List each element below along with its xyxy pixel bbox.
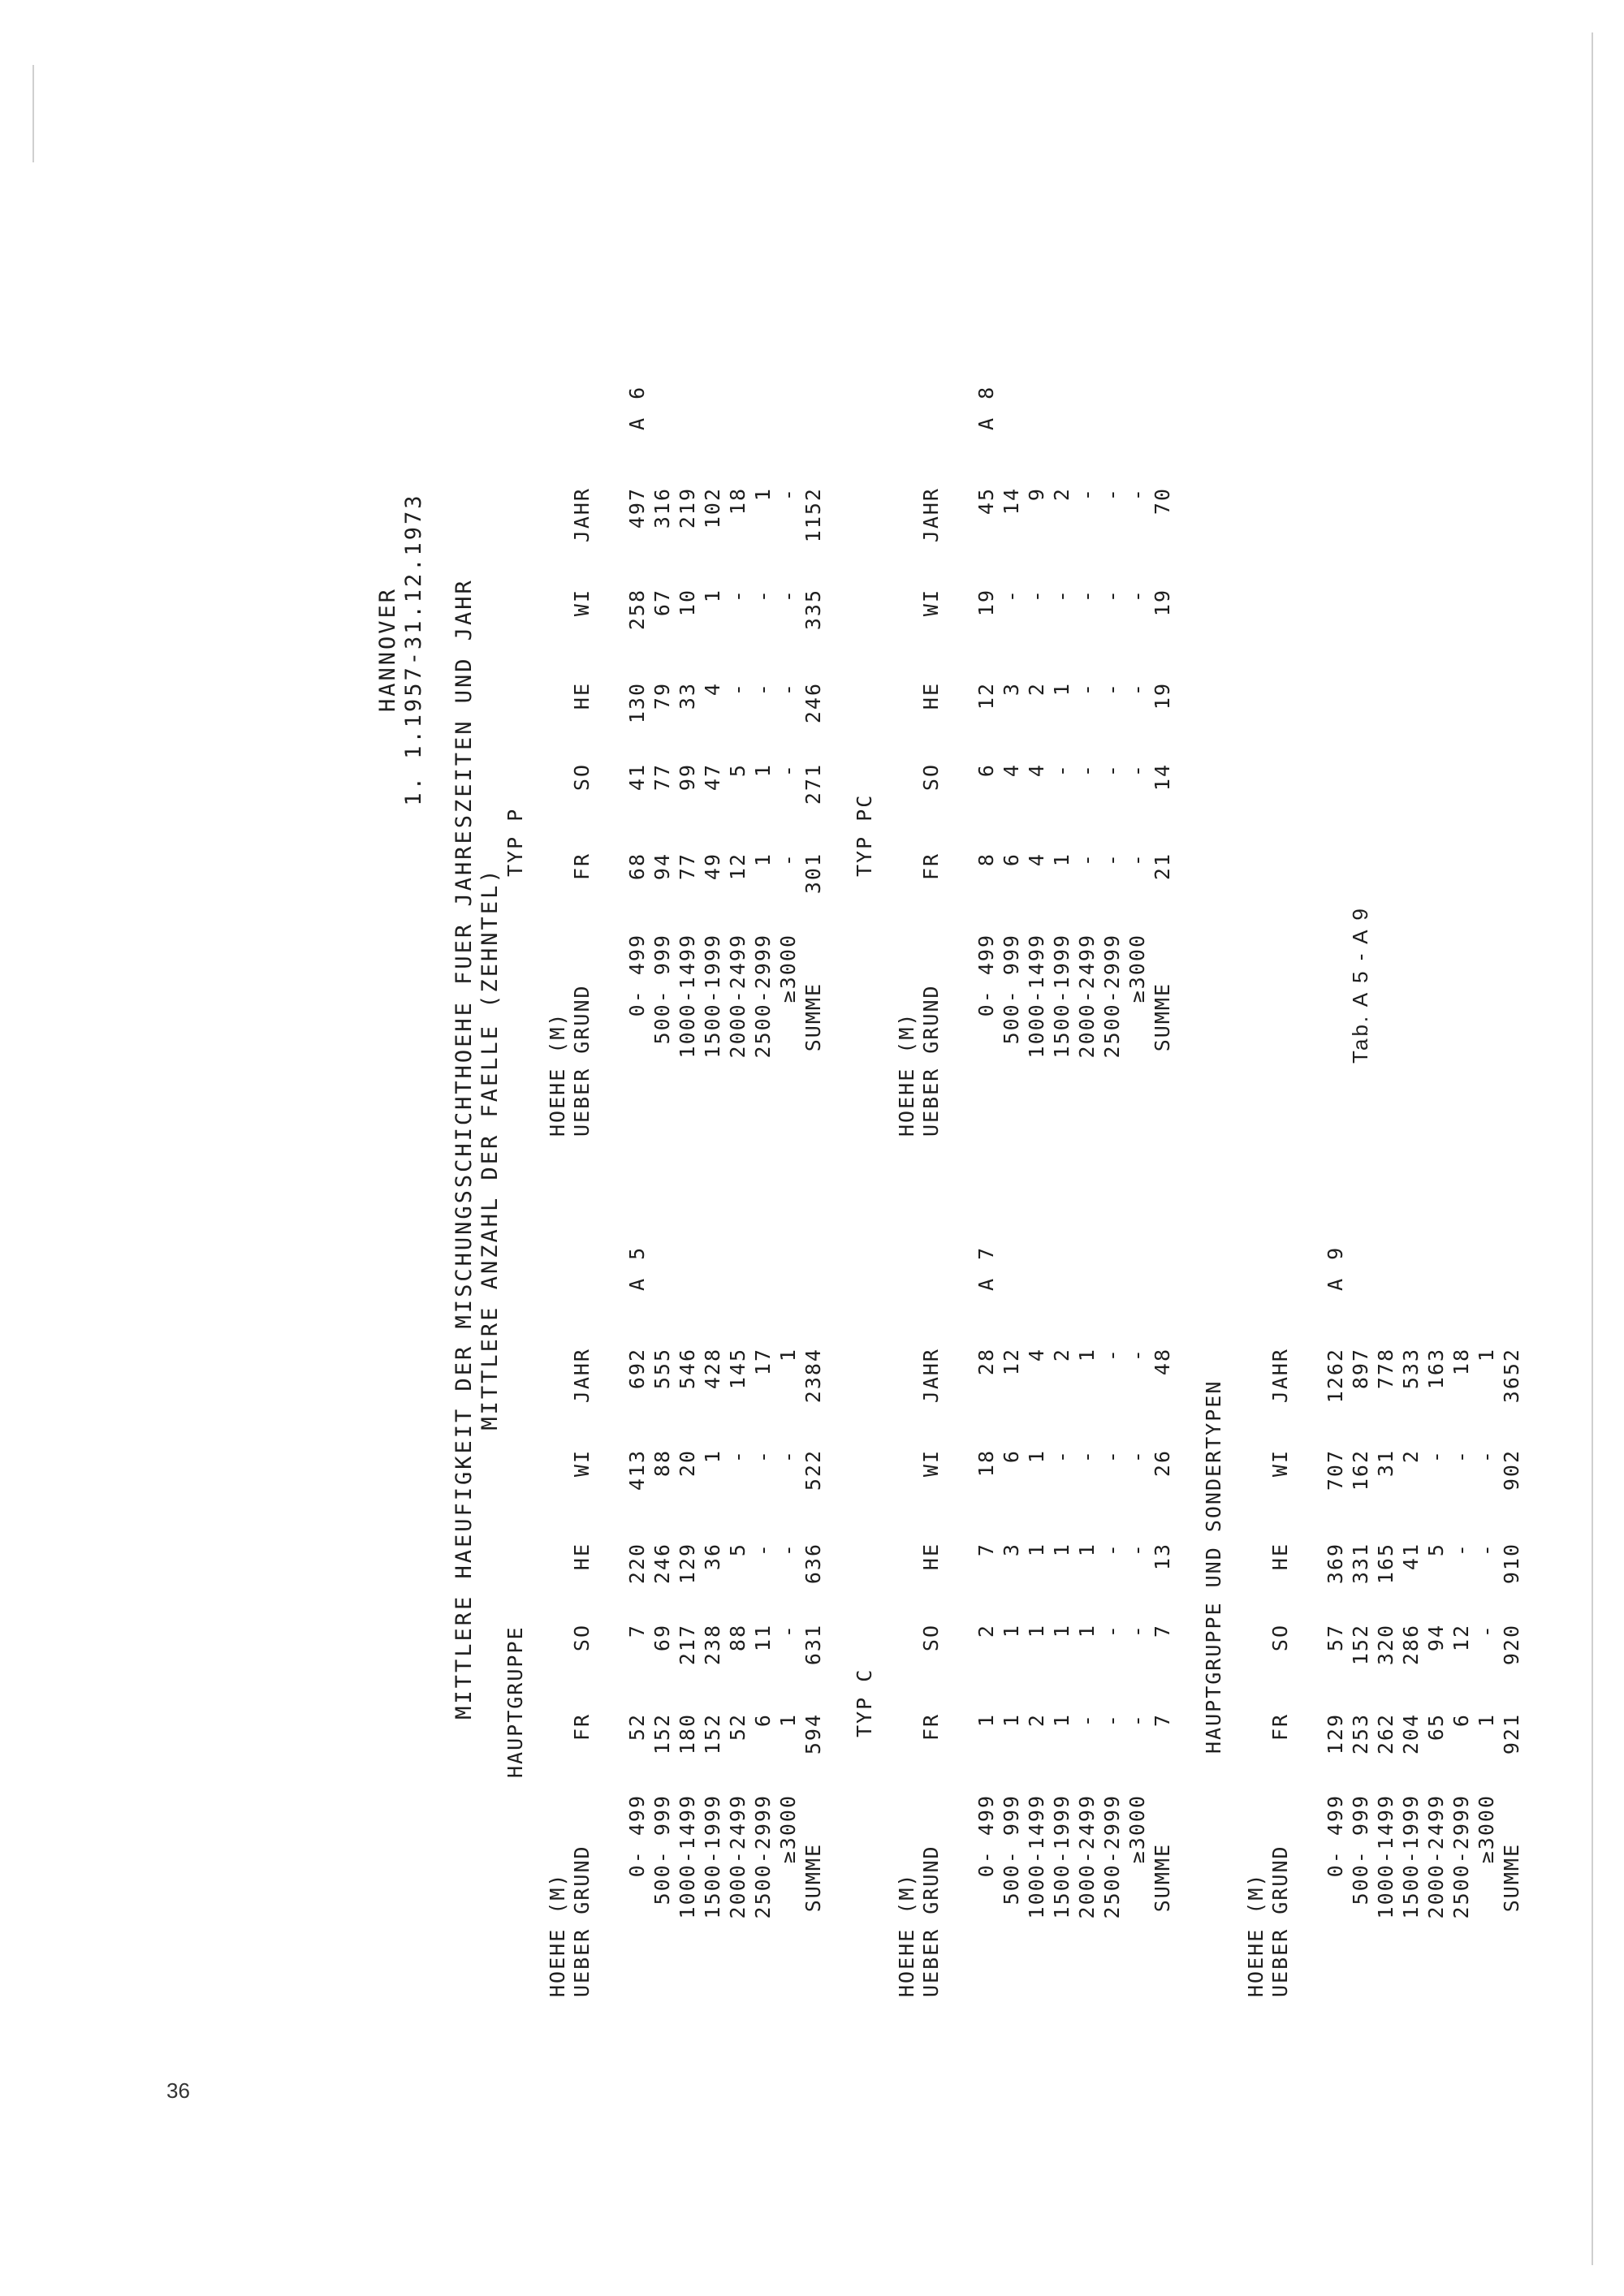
column-header: HE (1268, 1543, 1292, 1571)
table-cell: - (1075, 1713, 1099, 1728)
table-cell: 28 (974, 1348, 998, 1376)
table-cell: - (776, 1543, 800, 1557)
table-cell: 18 (974, 1449, 998, 1478)
column-header: SO (1268, 1624, 1292, 1652)
table-cell: 4 (1025, 1348, 1048, 1362)
table-cell: 286 (1399, 1624, 1423, 1666)
table-cell: 165 (1374, 1543, 1397, 1585)
table-cell: - (1100, 1449, 1124, 1464)
table-cell: - (1475, 1624, 1498, 1638)
row-label: 0- 499 (974, 934, 998, 1017)
table-cell: - (1075, 682, 1099, 697)
table-cell: 636 (801, 1543, 825, 1585)
table-cell: 52 (726, 1713, 749, 1741)
table-cell: 271 (801, 763, 825, 805)
column-header: SO (570, 763, 594, 792)
column-header: JAHR (1268, 1348, 1292, 1404)
table-cell: 48 (1151, 1348, 1174, 1376)
table-cell: 219 (676, 487, 699, 529)
table-cell: 920 (1500, 1624, 1523, 1666)
table-cell: 369 (1324, 1543, 1347, 1585)
row-label: ≥3000 (1475, 1794, 1498, 1864)
table-cell: - (1100, 852, 1124, 867)
table-cell: - (776, 1449, 800, 1464)
table-cell: 2 (1399, 1449, 1423, 1464)
column-header: FR (1268, 1713, 1292, 1741)
table-cell: 1 (701, 589, 724, 603)
table-tag: A 9 (1324, 1244, 1347, 1291)
table-cell: 6 (1000, 852, 1023, 867)
table-cell: 5 (726, 1543, 749, 1557)
table-cell: 36 (701, 1543, 724, 1571)
table-cell: - (1075, 589, 1099, 603)
table-cell: 10 (676, 589, 699, 617)
row-label: ≥3000 (1125, 1794, 1149, 1864)
table-cell: 1 (974, 1713, 998, 1728)
row-label: SUMME (801, 1843, 825, 1913)
label-header-line1: HOEHE (M) (895, 1012, 918, 1137)
table-cell: - (1050, 589, 1073, 603)
table-cell: 1 (1050, 1624, 1073, 1638)
table-cell: - (776, 1624, 800, 1638)
table-cell: 152 (650, 1713, 674, 1755)
table-tag: A 8 (974, 383, 998, 430)
column-header: SO (919, 1624, 943, 1652)
table-title: TYP P (503, 807, 527, 877)
page-number: 36 (166, 2078, 190, 2103)
table-cell: - (1050, 1449, 1073, 1464)
table-cell: - (1100, 682, 1124, 697)
label-header-line2: UEBER GRUND (570, 1845, 594, 1997)
table-cell: 152 (701, 1713, 724, 1755)
table-cell: 9 (1025, 487, 1048, 502)
table-cell: 129 (676, 1543, 699, 1585)
row-label: SUMME (1151, 982, 1174, 1052)
table-cell: 19 (1151, 589, 1174, 617)
table-cell: 49 (701, 852, 724, 881)
label-header-line1: HOEHE (M) (1244, 1872, 1268, 1997)
table-cell: - (726, 682, 749, 697)
row-label: 1000-1499 (1025, 1794, 1048, 1919)
table-cell: 19 (1151, 682, 1174, 710)
table-cell: 163 (1424, 1348, 1448, 1390)
table-cell: 5 (1424, 1543, 1448, 1557)
table-cell: - (751, 1449, 775, 1464)
table-cell: 33 (676, 682, 699, 710)
table-cell: 70 (1151, 487, 1174, 516)
table-cell: 19 (974, 589, 998, 617)
table-cell: 2 (1050, 1348, 1073, 1362)
row-label: 1500-1999 (1050, 1794, 1073, 1919)
row-label: 1500-1999 (701, 1794, 724, 1919)
row-label: 1500-1999 (1399, 1794, 1423, 1919)
table-cell: 1 (1075, 1348, 1099, 1362)
table-cell: - (1075, 852, 1099, 867)
table-title: HAUPTGRUPPE UND SONDERTYPEN (1202, 1379, 1225, 1754)
table-title: HAUPTGRUPPE (503, 1625, 527, 1778)
table-cell: - (1475, 1543, 1498, 1557)
column-header: HE (919, 1543, 943, 1571)
table-cell: 692 (625, 1348, 649, 1390)
table-cell: 555 (650, 1348, 674, 1390)
table-cell: - (726, 589, 749, 603)
table-cell: 18 (1449, 1348, 1473, 1376)
table-cell: 1 (1475, 1348, 1498, 1362)
column-header: JAHR (570, 1348, 594, 1404)
header-city: HANNOVER (375, 586, 400, 713)
table-cell: 65 (1424, 1713, 1448, 1741)
data-table (853, 1185, 1194, 1997)
table-cell: - (1424, 1449, 1448, 1464)
column-header: FR (570, 1713, 594, 1741)
report-title: MITTLERE HAEUFIGKEIT DER MISCHUNGSSCHICHTHOEHE FUER JAHRESZEITEN UND JAHR (451, 578, 477, 1720)
table-cell: 12 (974, 682, 998, 710)
scan-edge-right (1592, 32, 1593, 2265)
column-header: SO (570, 1624, 594, 1652)
row-label: 0- 499 (625, 1794, 649, 1878)
table-cell: 3 (1000, 1543, 1023, 1557)
table-cell: 921 (1500, 1713, 1523, 1755)
column-header: HE (919, 682, 943, 710)
table-cell: - (1000, 589, 1023, 603)
table-cell: 253 (1349, 1713, 1372, 1755)
row-label: 2500-2999 (1100, 1794, 1124, 1919)
table-cell: 2 (974, 1624, 998, 1638)
header-period: 1. 1.1957-31.12.1973 (401, 493, 426, 806)
table-cell: 21 (1151, 852, 1174, 881)
table-cell: 413 (625, 1449, 649, 1491)
table-cell: - (1075, 763, 1099, 778)
table-cell: 4 (1025, 763, 1048, 778)
table-cell: - (1100, 1624, 1124, 1638)
table-cell: 262 (1374, 1713, 1397, 1755)
table-cell: - (1125, 1543, 1149, 1557)
row-label: 1000-1499 (676, 934, 699, 1059)
row-label: 500- 999 (1000, 1794, 1023, 1905)
label-header-line1: HOEHE (M) (895, 1872, 918, 1997)
table-cell: 20 (676, 1449, 699, 1478)
row-label: 2000-2499 (1075, 1794, 1099, 1919)
table-cell: 52 (625, 1713, 649, 1741)
table-cell: 594 (801, 1713, 825, 1755)
table-cell: 707 (1324, 1449, 1347, 1491)
row-label: 500- 999 (1349, 1794, 1372, 1905)
column-header: FR (919, 1713, 943, 1741)
row-label: 500- 999 (1000, 934, 1023, 1045)
row-label: 2000-2499 (726, 1794, 749, 1919)
table-cell: 204 (1399, 1713, 1423, 1755)
table-cell: - (1125, 1713, 1149, 1728)
table-cell: 1 (1050, 852, 1073, 867)
table-cell: 11 (751, 1624, 775, 1652)
table-cell: 5 (726, 763, 749, 778)
table-cell: 910 (1500, 1543, 1523, 1585)
table-cell: 1 (751, 852, 775, 867)
table-cell: 17 (751, 1348, 775, 1376)
table-cell: 6 (974, 763, 998, 778)
report-subtitle: MITTLERE ANZAHL DER FAELLE (ZEHNTEL) (477, 867, 503, 1431)
table-cell: 88 (650, 1449, 674, 1478)
column-header: WI (919, 1449, 943, 1478)
table-cell: - (1100, 1348, 1124, 1362)
table-cell: 2 (1025, 1713, 1048, 1728)
row-label: 2500-2999 (751, 934, 775, 1059)
row-label: ≥3000 (1125, 934, 1149, 1003)
table-cell: 14 (1151, 763, 1174, 792)
column-header: JAHR (919, 1348, 943, 1404)
table-cell: 331 (1349, 1543, 1372, 1585)
table-cell: 14 (1000, 487, 1023, 516)
table-cell: 335 (801, 589, 825, 631)
table-cell: 533 (1399, 1348, 1423, 1390)
table-cell: 1 (701, 1449, 724, 1464)
row-label: 500- 999 (650, 934, 674, 1045)
table-cell: 7 (625, 1624, 649, 1638)
table-cell: - (776, 852, 800, 867)
table-cell: 1 (1025, 1449, 1048, 1464)
table-cell: 778 (1374, 1348, 1397, 1390)
table-cell: - (776, 682, 800, 697)
table-cell: - (1125, 589, 1149, 603)
table-cell: 246 (650, 1543, 674, 1585)
table-cell: - (726, 1449, 749, 1464)
table-cell: 2 (1050, 487, 1073, 502)
table-cell: 897 (1349, 1348, 1372, 1390)
table-cell: - (1075, 1449, 1099, 1464)
table-cell: - (751, 589, 775, 603)
table-cell: 79 (650, 682, 674, 710)
row-label: SUMME (1500, 1843, 1523, 1913)
table-cell: 7 (1151, 1713, 1174, 1728)
table-tag: A 5 (625, 1244, 649, 1291)
table-cell: 69 (650, 1624, 674, 1652)
table-cell: 162 (1349, 1449, 1372, 1491)
table-cell: 7 (1151, 1624, 1174, 1638)
table-cell: 1 (751, 487, 775, 502)
table-cell: 301 (801, 852, 825, 895)
table-cell: - (1125, 682, 1149, 697)
table-tag: A 7 (974, 1244, 998, 1291)
row-label: ≥3000 (776, 934, 800, 1003)
data-table (1202, 1185, 1543, 1997)
table-cell: - (1100, 1713, 1124, 1728)
table-cell: 238 (701, 1624, 724, 1666)
table-cell: 1 (776, 1348, 800, 1362)
row-label: 2500-2999 (751, 1794, 775, 1919)
table-cell: 12 (726, 852, 749, 881)
table-cell: 12 (1000, 1348, 1023, 1376)
table-cell: 68 (625, 852, 649, 881)
table-cell: 41 (1399, 1543, 1423, 1571)
row-label: 2500-2999 (1449, 1794, 1473, 1919)
table-cell: 631 (801, 1624, 825, 1666)
table-cell: 258 (625, 589, 649, 631)
column-header: HE (570, 682, 594, 710)
column-header: FR (570, 852, 594, 881)
label-header-line2: UEBER GRUND (570, 984, 594, 1137)
row-label: ≥3000 (776, 1794, 800, 1864)
table-cell: 546 (676, 1348, 699, 1390)
table-cell: - (1125, 487, 1149, 502)
table-cell: 102 (701, 487, 724, 529)
table-cell: 320 (1374, 1624, 1397, 1666)
table-cell: 1 (1075, 1624, 1099, 1638)
table-cell: 130 (625, 682, 649, 724)
table-cell: 1 (1075, 1543, 1099, 1557)
table-cell: - (1125, 763, 1149, 778)
row-label: SUMME (801, 982, 825, 1052)
table-title: TYP PC (853, 793, 876, 877)
row-label: 2000-2499 (1424, 1794, 1448, 1919)
table-cell: 180 (676, 1713, 699, 1755)
column-header: WI (570, 589, 594, 617)
row-label: 1500-1999 (701, 934, 724, 1059)
table-cell: 220 (625, 1543, 649, 1585)
table-cell: 26 (1151, 1449, 1174, 1478)
table-cell: - (776, 487, 800, 502)
column-header: JAHR (570, 487, 594, 543)
table-cell: 902 (1500, 1449, 1523, 1491)
row-label: 1500-1999 (1050, 934, 1073, 1059)
table-cell: 1 (776, 1713, 800, 1728)
table-cell: 1 (1050, 1713, 1073, 1728)
table-cell: 2384 (801, 1348, 825, 1404)
column-header: JAHR (919, 487, 943, 543)
table-cell: - (1125, 1449, 1149, 1464)
rotated-document (374, 300, 1523, 1997)
table-cell: 94 (650, 852, 674, 881)
column-header: SO (919, 763, 943, 792)
table-cell: 316 (650, 487, 674, 529)
table-cell: 4 (701, 682, 724, 697)
table-cell: 45 (974, 487, 998, 516)
table-cell: - (1125, 1348, 1149, 1362)
table-cell: 1 (751, 763, 775, 778)
table-cell: 18 (726, 487, 749, 516)
table-cell: 1 (1475, 1713, 1498, 1728)
table-cell: 1 (1025, 1624, 1048, 1638)
data-table (853, 325, 1194, 1137)
table-cell: - (1449, 1449, 1473, 1464)
data-table (503, 1185, 844, 1997)
table-cell: 1 (1000, 1713, 1023, 1728)
row-label: 0- 499 (625, 934, 649, 1017)
table-cell: 152 (1349, 1624, 1372, 1666)
table-cell: 12 (1449, 1624, 1473, 1652)
table-cell: 1 (1050, 1543, 1073, 1557)
table-cell: - (1125, 852, 1149, 867)
table-cell: - (1475, 1449, 1498, 1464)
column-header: FR (919, 852, 943, 881)
table-cell: 145 (726, 1348, 749, 1390)
table-cell: 1152 (801, 487, 825, 543)
column-header: WI (570, 1449, 594, 1478)
table-cell: 77 (676, 852, 699, 881)
scan-edge-left (32, 65, 34, 162)
table-cell: - (776, 589, 800, 603)
column-header: WI (1268, 1449, 1292, 1478)
label-header-line2: UEBER GRUND (919, 1845, 943, 1997)
table-cell: 522 (801, 1449, 825, 1491)
table-cell: 57 (1324, 1624, 1347, 1652)
table-cell: - (776, 763, 800, 778)
table-cell: - (751, 1543, 775, 1557)
table-cell: 1262 (1324, 1348, 1347, 1404)
data-table (503, 325, 844, 1137)
table-cell: 246 (801, 682, 825, 724)
table-cell: 2 (1025, 682, 1048, 697)
table-cell: - (1449, 1543, 1473, 1557)
row-label: 1000-1499 (1374, 1794, 1397, 1919)
table-cell: 31 (1374, 1449, 1397, 1478)
table-cell: - (1100, 487, 1124, 502)
table-cell: - (1100, 763, 1124, 778)
table-cell: 8 (974, 852, 998, 867)
table-tag: A 6 (625, 383, 649, 430)
table-cell: 428 (701, 1348, 724, 1390)
table-cell: 88 (726, 1624, 749, 1652)
label-header-line1: HOEHE (M) (546, 1012, 569, 1137)
table-cell: - (751, 682, 775, 697)
label-header-line1: HOEHE (M) (546, 1872, 569, 1997)
table-cell: - (1075, 487, 1099, 502)
table-cell: 129 (1324, 1713, 1347, 1755)
table-cell: 13 (1151, 1543, 1174, 1571)
table-cell: 6 (1449, 1713, 1473, 1728)
row-label: 500- 999 (650, 1794, 674, 1905)
table-cell: 7 (974, 1543, 998, 1557)
row-label: 2500-2999 (1100, 934, 1124, 1059)
table-cell: 94 (1424, 1624, 1448, 1652)
table-title: TYP C (853, 1668, 876, 1737)
row-label: 2000-2499 (726, 934, 749, 1059)
row-label: 0- 499 (974, 1794, 998, 1878)
table-cell: 67 (650, 589, 674, 617)
table-caption: Tab. A 5 - A 9 (1348, 906, 1372, 1064)
table-cell: 6 (751, 1713, 775, 1728)
table-cell: 3 (1000, 682, 1023, 697)
column-header: HE (570, 1543, 594, 1571)
label-header-line2: UEBER GRUND (919, 984, 943, 1137)
row-label: 1000-1499 (676, 1794, 699, 1919)
table-cell: - (1125, 1624, 1149, 1638)
row-label: 1000-1499 (1025, 934, 1048, 1059)
table-cell: 1 (1050, 682, 1073, 697)
table-cell: 217 (676, 1624, 699, 1666)
table-cell: 497 (625, 487, 649, 529)
row-label: 0- 499 (1324, 1794, 1347, 1878)
table-cell: - (1025, 589, 1048, 603)
row-label: SUMME (1151, 1843, 1174, 1913)
table-cell: 1 (1000, 1624, 1023, 1638)
column-header: WI (919, 589, 943, 617)
table-cell: 41 (625, 763, 649, 792)
table-cell: 3652 (1500, 1348, 1523, 1404)
table-cell: - (1100, 589, 1124, 603)
table-cell: 99 (676, 763, 699, 792)
table-cell: 47 (701, 763, 724, 792)
table-cell: 6 (1000, 1449, 1023, 1464)
row-label: 2000-2499 (1075, 934, 1099, 1059)
table-cell: 1 (1025, 1543, 1048, 1557)
table-cell: - (1100, 1543, 1124, 1557)
table-cell: 4 (1000, 763, 1023, 778)
table-cell: 77 (650, 763, 674, 792)
table-cell: - (1050, 763, 1073, 778)
label-header-line2: UEBER GRUND (1268, 1845, 1292, 1997)
table-cell: 4 (1025, 852, 1048, 867)
